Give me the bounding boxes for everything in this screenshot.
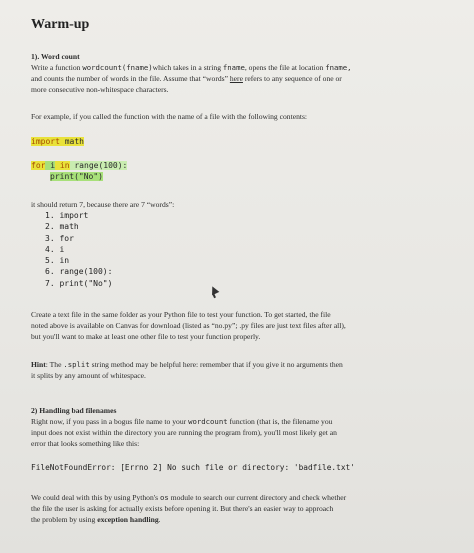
list-item: 1. import: [45, 211, 89, 220]
section2-paragraph2-line3: [31, 514, 446, 526]
hint-label: Hint: [31, 360, 46, 369]
bold-text: exception handling: [97, 515, 159, 524]
test-paragraph-line1: Create a text file in the same folder as your Python file to test your function. To get started, the file: [31, 310, 331, 319]
inline-code: wordcount: [188, 417, 228, 426]
test-paragraph-line2: noted above is available on Canvas for download (listed as “no.py”; .py files are just text files after all),: [31, 321, 346, 330]
section1-paragraph-line2: [31, 73, 446, 85]
list-item: 3. for: [45, 233, 74, 243]
list-item: 6. range(100):: [45, 267, 113, 277]
text: : The: [45, 360, 64, 369]
text: the problem by using: [31, 515, 98, 524]
section1-paragraph-line1: [31, 62, 446, 74]
section2-paragraph-line3: error that looks something like this:: [31, 439, 140, 448]
keyword-import: import: [31, 137, 60, 146]
text: Right now, if you pass in a bogus file name to your: [31, 417, 189, 426]
return-text: it should return 7, because there are 7 “words”:: [31, 200, 175, 209]
text: , opens the file at location: [244, 63, 326, 72]
text: which takes in a string: [152, 63, 223, 72]
list-item: 7. print("No"): [45, 278, 113, 288]
inline-code: os: [160, 493, 169, 502]
section1-paragraph-line3: more consecutive non-whitespace characters.: [31, 85, 169, 94]
hint-line1: [31, 359, 446, 371]
code-var: i: [45, 161, 56, 170]
text: refers to any sequence of one or: [242, 74, 342, 83]
section2-title: 2) Handling bad filenames: [31, 406, 117, 415]
text: and counts the number of words in the file. Assume that “words”: [31, 74, 230, 83]
inline-code: fname: [222, 63, 245, 72]
test-paragraph-line3: but you'll want to make at least one other file to test your function properly.: [31, 332, 261, 341]
code-line-import: [31, 136, 446, 147]
underlined-text: here: [229, 74, 243, 83]
example-intro: For example, if you called the function with the name of a file with the following contents:: [31, 112, 308, 121]
code-text: range(100):: [69, 161, 128, 170]
list-item: 4. i: [45, 244, 65, 254]
text: We could deal with this by using Python's: [31, 493, 161, 502]
code-line-print: [50, 171, 446, 182]
code-text: math: [59, 137, 84, 146]
inline-code: fname,: [325, 63, 352, 72]
section2-paragraph-line1: [31, 416, 446, 428]
section2-paragraph-line2: input does not exist within the directory you are running the program from), you'll most likely get an: [31, 428, 337, 437]
code-text: print("No"): [50, 172, 103, 181]
error-text: [Errno 2] No such file or directory: 'badfile.txt': [115, 463, 355, 472]
text: Write a function: [31, 63, 83, 72]
error-message: [31, 463, 446, 472]
section2-paragraph2-line1: [31, 492, 446, 504]
words-list: [31, 210, 446, 289]
inline-code: .split: [63, 360, 90, 369]
hint-line2: it splits by any amount of whitespace.: [31, 371, 146, 380]
text: string method may be helpful here: remember that if you give it no arguments then: [89, 360, 343, 369]
error-name: FileNotFoundError:: [31, 463, 116, 472]
keyword-for: for: [31, 161, 46, 170]
list-item: 2. math: [45, 222, 79, 232]
code-line-for: [31, 160, 446, 171]
keyword-in: in: [55, 161, 70, 170]
section1-title: 1). Word count: [31, 52, 80, 61]
text: module to search our current directory and check whether: [168, 493, 347, 502]
text: function (that is, the filename you: [227, 417, 333, 426]
section2-paragraph2-line2: the file the user is asking for actually exists before opening it. But there's an easier way to approach: [31, 504, 334, 513]
text: .: [158, 515, 161, 524]
inline-code: wordcount(fname): [82, 63, 153, 72]
list-item: 5. in: [45, 256, 70, 266]
page-heading: Warm-up: [31, 17, 90, 32]
